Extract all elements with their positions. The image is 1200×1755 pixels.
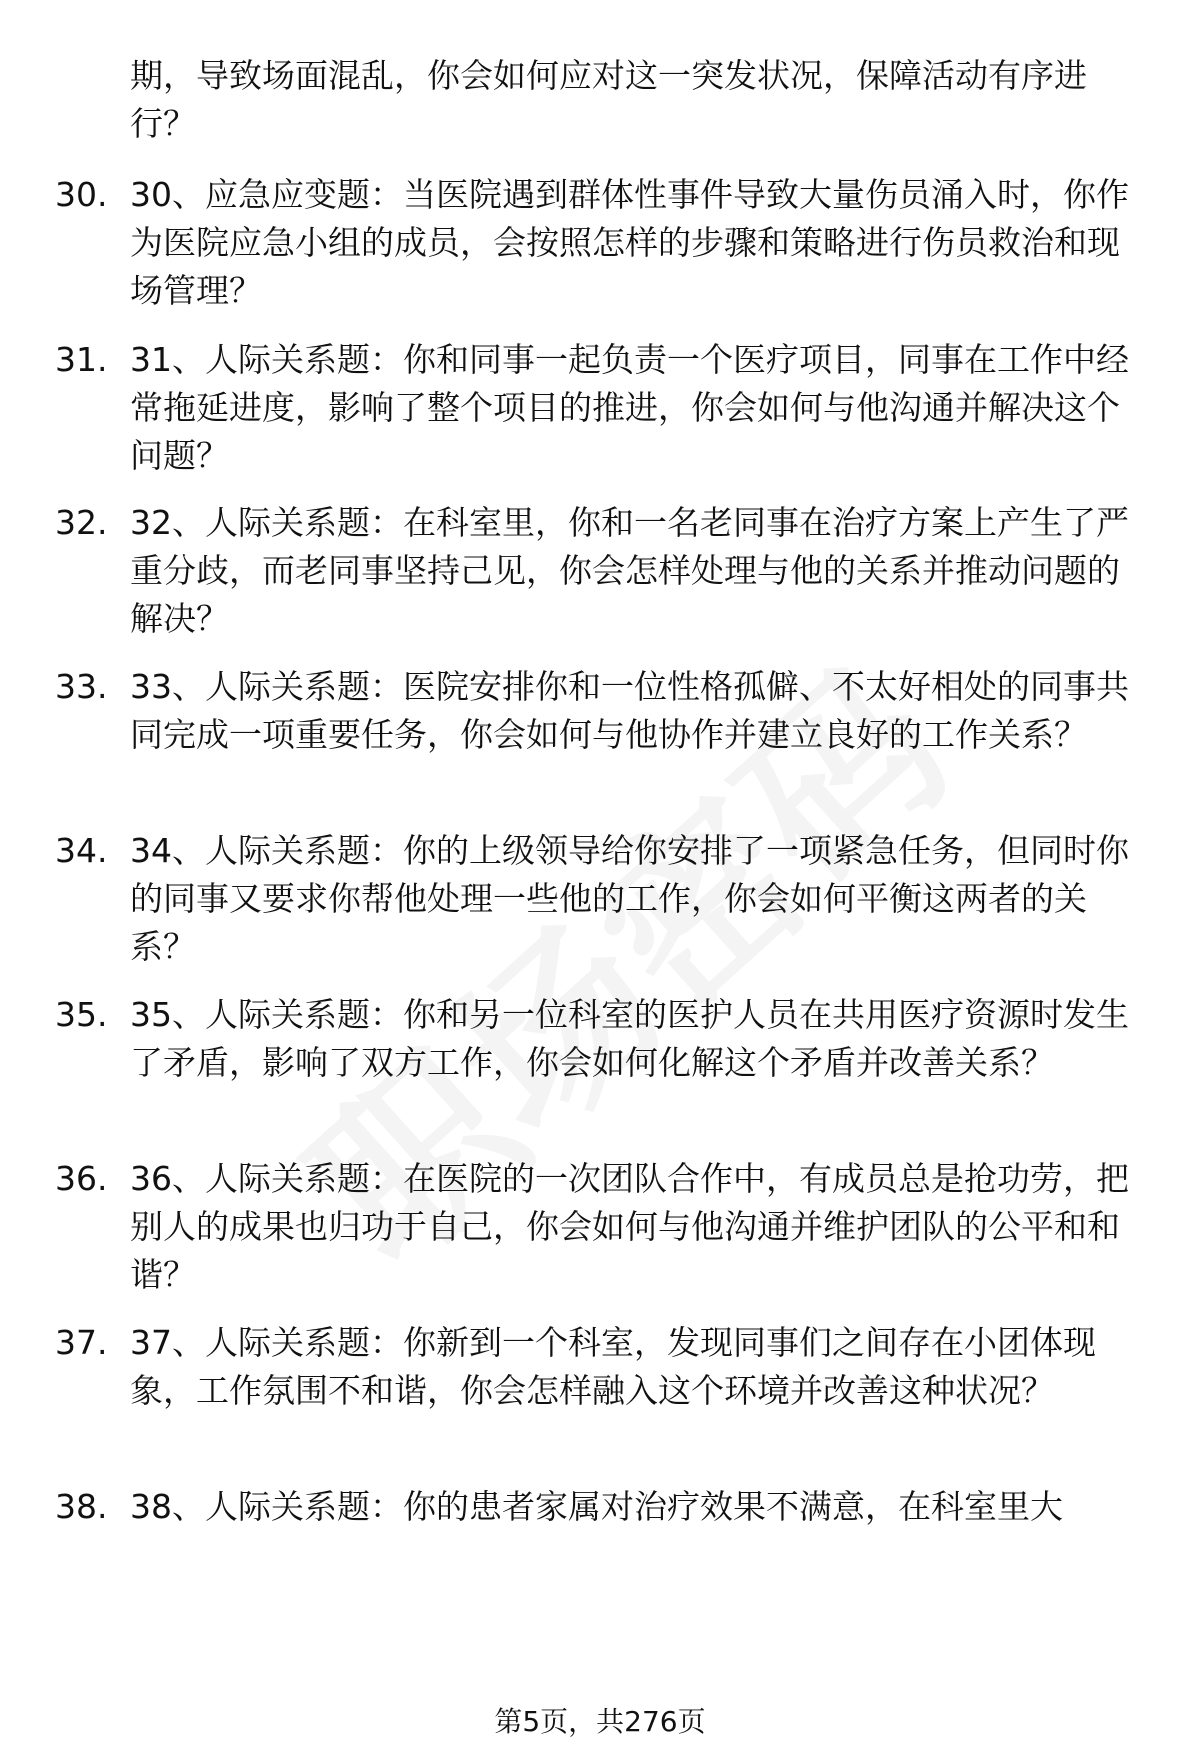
list-item-number: 32. (55, 503, 108, 542)
list-item-text: 37、人际关系题：你新到一个科室，发现同事们之间存在小团体现象，工作氛围不和谐，你会怎样融入这个环境并改善这种状况？ (130, 1323, 1096, 1410)
page-footer: 第5页，共276页 (494, 1705, 706, 1738)
carryover-text: 期，导致场面混乱，你会如何应对这一突发状况，保障活动有序进行？ (130, 56, 1087, 143)
list-item-number: 37. (55, 1323, 108, 1362)
list-item-text: 31、人际关系题：你和同事一起负责一个医疗项目，同事在工作中经常拖延进度，影响了整个项目的推进，你会如何与他沟通并解决这个问题？ (130, 340, 1129, 475)
list-item-number: 36. (55, 1159, 108, 1198)
list-item-number: 35. (55, 995, 108, 1034)
list-item-number: 33. (55, 667, 108, 706)
list-item-text: 34、人际关系题：你的上级领导给你安排了一项紧急任务，但同时你的同事又要求你帮他处理一些他的工作，你会如何平衡这两者的关系？ (130, 831, 1129, 966)
list-item-number: 38. (55, 1487, 108, 1526)
list-item-text: 32、人际关系题：在科室里，你和一名老同事在治疗方案上产生了严重分歧，而老同事坚持己见，你会怎样处理与他的关系并推动问题的解决？ (130, 503, 1129, 638)
list-item-number: 31. (55, 340, 108, 379)
list-item-text: 36、人际关系题：在医院的一次团队合作中，有成员总是抢功劳，把别人的成果也归功于自己，你会如何与他沟通并维护团队的公平和和谐？ (130, 1159, 1129, 1294)
list-item-text: 35、人际关系题：你和另一位科室的医护人员在共用医疗资源时发生了矛盾，影响了双方工作，你会如何化解这个矛盾并改善关系？ (130, 995, 1129, 1082)
list-item-text: 33、人际关系题：医院安排你和一位性格孤僻、不太好相处的同事共同完成一项重要任务，你会如何与他协作并建立良好的工作关系？ (130, 667, 1129, 754)
list-item-text: 30、应急应变题：当医院遇到群体性事件导致大量伤员涌入时，你作为医院应急小组的成员，会按照怎样的步骤和策略进行伤员救治和现场管理？ (130, 175, 1129, 310)
list-item-number: 34. (55, 831, 108, 870)
list-item-number: 30. (55, 175, 108, 214)
list-item-text: 38、人际关系题：你的患者家属对治疗效果不满意，在科室里大 (130, 1487, 1063, 1526)
